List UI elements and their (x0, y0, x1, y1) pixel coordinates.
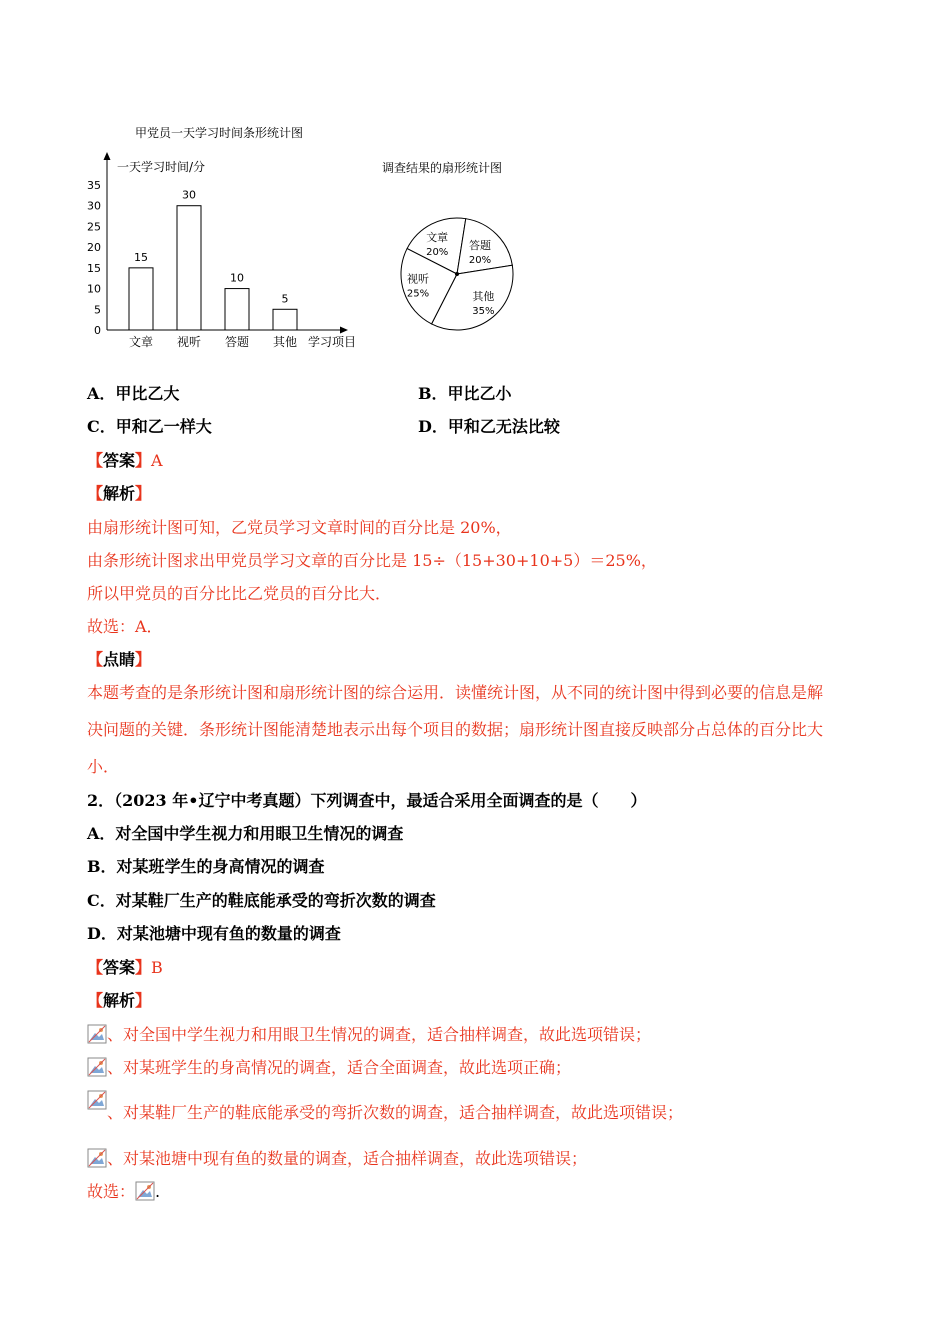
q1-analysis-line-1: 由扇形统计图可知，乙党员学习文章时间的百分比是 20%， (87, 518, 512, 537)
q1-option-d: D．甲和乙无法比较 (418, 417, 560, 436)
q1-answer-row: 【答案】A (87, 451, 163, 470)
bar-y-arrow (104, 152, 111, 160)
q1-comment-line-1: 本题考查的是条形统计图和扇形统计图的综合运用．读懂统计图，从不同的统计图中得到必要的信息是解 (87, 683, 824, 702)
bar-chart (80, 150, 370, 360)
bar-y-tick-label: 35 (87, 179, 101, 192)
q2-analysis-text-1: 、对全国中学生视力和用眼卫生情况的调查，适合抽样调查，故此选项错误； (107, 1025, 652, 1044)
bar-category-label: 答题 (224, 335, 250, 349)
q1-option-b: B．甲比乙小 (418, 384, 512, 403)
bar-y-tick-label: 15 (87, 261, 101, 275)
q1-option-a: A．甲比乙大 (87, 384, 180, 403)
q2-analysis-heading: 【解析】 (87, 991, 152, 1010)
bar-y-tick-label: 0 (94, 324, 101, 337)
q2-answer-value: B (151, 958, 163, 977)
q1-analysis-line-4: 故选：A． (87, 617, 163, 636)
q2-stem: 2．（2023 年•辽宁中考真题）下列调查中，最适合采用全面调查的是（ ） (87, 791, 647, 810)
q1-analysis-line-3: 所以甲党员的百分比比乙党员的百分比大． (87, 584, 392, 603)
pie-slice-percent: 20% (426, 247, 449, 259)
q1-comment-line-3: 小． (87, 757, 120, 776)
pie-slice-percent: 20% (468, 255, 492, 266)
bar-chart-title: 甲党员一天学习时间条形统计图 (135, 126, 304, 140)
q1-comment-line-2: 决问题的关键．条形统计图能清楚地表示出每个项目的数据；扇形统计图直接反映部分占总体的百分比大 (87, 720, 824, 739)
q2-analysis-line-4 (87, 1148, 587, 1170)
bar-y-tick-label: 5 (94, 303, 101, 317)
q2-analysis-text-4: 、对某池塘中现有鱼的数量的调查，适合抽样调查，故此选项错误； (107, 1149, 588, 1168)
bar-0 (129, 268, 153, 330)
pie-slice-name: 答题 (469, 239, 491, 252)
pie-slice-name: 其他 (472, 290, 495, 304)
pie-center-dot (455, 272, 459, 276)
q2-answer-row: 【答案】B (87, 958, 163, 977)
broken-image-icon (87, 1024, 107, 1044)
q1-comment-tag: 点睛 (103, 650, 136, 669)
q1-option-c: C．甲和乙一样大 (87, 417, 212, 436)
q1-answer-tag: 答案 (103, 451, 136, 470)
q2-analysis-tag: 解析 (103, 991, 136, 1010)
pie-slice-percent: 35% (472, 306, 495, 318)
bar-value-label: 5 (281, 292, 289, 306)
bar-y-tick-label: 20 (87, 241, 101, 255)
q2-analysis-text-2: 、对某班学生的身高情况的调查，适合全面调查，故此选项正确； (107, 1058, 572, 1077)
q2-option-a: A．对全国中学生视力和用眼卫生情况的调查 (87, 824, 404, 843)
bar-1 (177, 206, 201, 330)
q2-final-prefix: 故选： (87, 1182, 136, 1201)
bar-value-label: 30 (182, 188, 196, 202)
bar-value-label: 15 (134, 250, 148, 264)
q2-option-c: C．对某鞋厂生产的鞋底能承受的弯折次数的调查 (87, 891, 436, 910)
pie-slice-percent: 25% (406, 288, 430, 300)
bar-x-label: 学习项目 (308, 335, 357, 349)
q2-answer-tag: 答案 (103, 958, 136, 977)
bar-y-tick-label: 25 (87, 220, 101, 234)
q1-analysis-heading: 【解析】 (87, 484, 152, 503)
pie-slice-name: 视听 (407, 272, 429, 286)
broken-image-icon (135, 1181, 155, 1201)
bar-2 (225, 289, 249, 330)
q2-analysis-line-2 (87, 1057, 571, 1079)
pie-chart (395, 215, 525, 340)
bar-y-tick-label: 30 (87, 199, 101, 213)
bar-category-label: 文章 (128, 335, 154, 349)
q2-final-answer (87, 1181, 160, 1203)
q2-final-suffix: . (155, 1182, 161, 1201)
pie-chart-title: 调查结果的扇形统计图 (382, 161, 503, 175)
broken-image-icon (87, 1148, 107, 1168)
bar-value-label: 10 (230, 271, 244, 285)
q1-comment-heading: 【点睛】 (87, 650, 152, 669)
bar-y-tick-label: 10 (87, 282, 101, 296)
bar-3 (273, 309, 297, 330)
q2-analysis-line-3: 、对某鞋厂生产的鞋底能承受的弯折次数的调查，适合抽样调查，故此选项错误； (107, 1103, 684, 1122)
broken-image-icon (87, 1090, 107, 1110)
bar-category-label: 其他 (272, 335, 298, 349)
bar-x-arrow (340, 327, 348, 334)
q2-option-b: B．对某班学生的身高情况的调查 (87, 857, 325, 876)
broken-image-icon (87, 1057, 107, 1077)
bar-y-label: 一天学习时间/分 (117, 160, 206, 174)
q1-analysis-tag: 解析 (103, 484, 136, 503)
bar-category-label: 视听 (176, 335, 202, 349)
pie-slice-name: 文章 (426, 231, 449, 245)
q2-option-d: D．对某池塘中现有鱼的数量的调查 (87, 924, 341, 943)
q1-answer-value: A (151, 451, 163, 470)
q2-analysis-line-1 (87, 1024, 651, 1046)
q1-analysis-line-2: 由条形统计图求出甲党员学习文章的百分比是 15÷（15+30+10+5）＝25%， (87, 551, 657, 570)
